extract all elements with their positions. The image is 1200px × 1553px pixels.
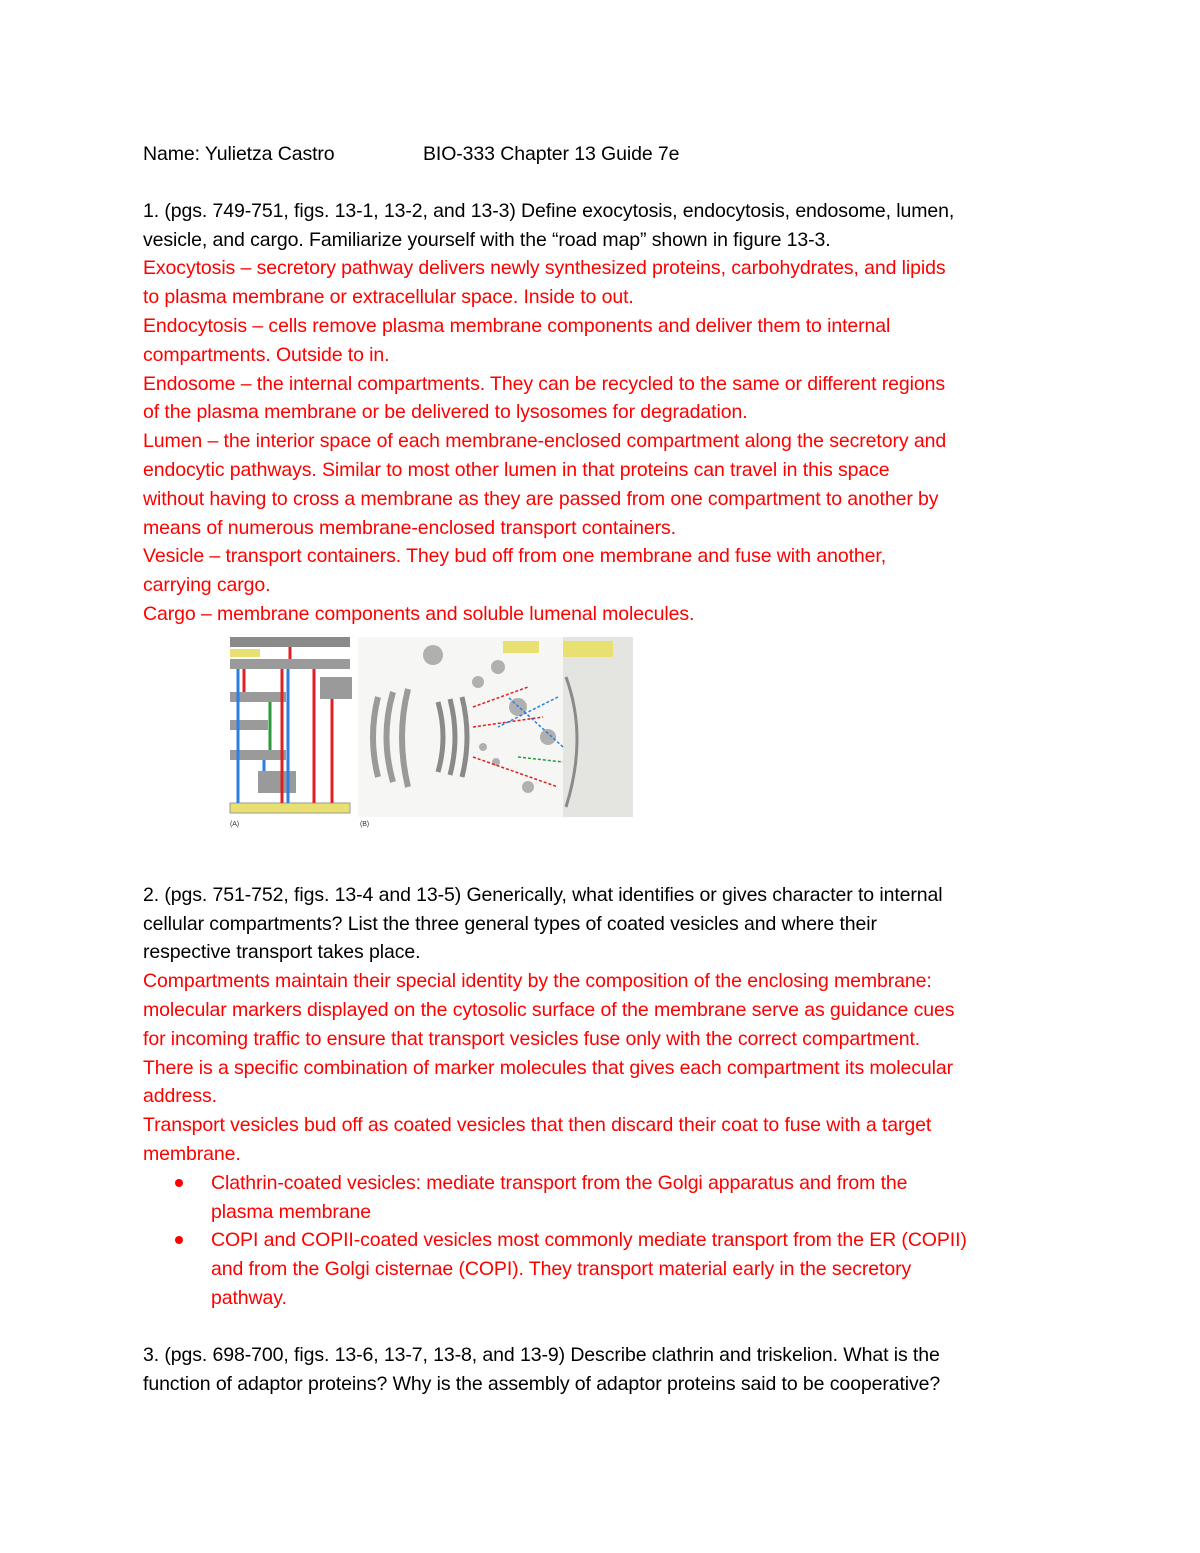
question-1-prompt-line: vesicle, and cargo. Familiarize yourself with the “road map” shown in figure 13-3. xyxy=(143,228,831,251)
header xyxy=(143,140,1063,169)
answer-1-line: Endosome – the internal compartments. They can be recycled to the same or different regions xyxy=(143,372,946,395)
answer-2-line: Transport vesicles bud off as coated vesicles that then discard their coat to fuse with a target xyxy=(143,1114,932,1137)
document-body xyxy=(143,140,1063,1398)
panel-a-label: (A) xyxy=(230,820,240,828)
bullet-icon xyxy=(175,1179,183,1187)
spacer xyxy=(143,1313,1063,1341)
answer-2-line: Compartments maintain their special identity by the composition of the enclosing membrane: xyxy=(143,970,932,993)
answer-1-line: endocytic pathways. Similar to most other lumen in that proteins can travel in this space xyxy=(143,458,890,481)
answer-2-line: membrane. xyxy=(143,1142,241,1165)
coated-vesicle-list xyxy=(143,1169,1063,1313)
answer-1-line: Lumen – the interior space of each membrane-enclosed compartment along the secretory and xyxy=(143,430,947,453)
answer-1-line: compartments. Outside to in. xyxy=(143,343,390,366)
answer-1-line: Cargo – membrane components and soluble lumenal molecules. xyxy=(143,602,695,625)
question-2-prompt-line: 2. (pgs. 751-752, figs. 13-4 and 13-5) Generically, what identifies or gives character to internal xyxy=(143,883,943,906)
list-item-line: pathway. xyxy=(211,1286,287,1309)
answer-1-line: without having to cross a membrane as they are passed from one compartment to another by xyxy=(143,487,939,510)
figure-13-3-road-map xyxy=(143,637,1063,853)
question-3-prompt-line: function of adaptor proteins? Why is the assembly of adaptor proteins said to be cooperative? xyxy=(143,1372,941,1395)
answer-2-line: for incoming traffic to ensure that transport vesicles fuse only with the correct compartment. xyxy=(143,1027,921,1050)
panel-a-flow-diagram xyxy=(230,637,352,828)
question-1-prompt-line: 1. (pgs. 749-751, figs. 13-1, 13-2, and 13-3) Define exocytosis, endocytosis, endosome, lumen, xyxy=(143,199,955,222)
panel-b-label: (B) xyxy=(360,820,370,828)
list-item-line: and from the Golgi cisternae (COPI). They transport material early in the secretory xyxy=(211,1258,912,1281)
list-item xyxy=(211,1226,1063,1312)
answer-1-line: of the plasma membrane or be delivered to lysosomes for degradation. xyxy=(143,401,748,424)
question-2 xyxy=(143,881,1063,1313)
answer-1-line: means of numerous membrane-enclosed transport containers. xyxy=(143,516,676,539)
list-item-line: plasma membrane xyxy=(211,1200,371,1223)
answer-1-line: Endocytosis – cells remove plasma membrane components and deliver them to internal xyxy=(143,314,891,337)
question-3 xyxy=(143,1341,1063,1399)
question-2-prompt-line: respective transport takes place. xyxy=(143,941,421,964)
answer-1-line: Exocytosis – secretory pathway delivers newly synthesized proteins, carbohydrates, and lipids xyxy=(143,257,946,280)
panel-b-cell-illustration xyxy=(358,637,633,828)
bullet-icon xyxy=(175,1236,183,1244)
road-map-figure-image xyxy=(228,637,633,829)
answer-2-line: address. xyxy=(143,1085,217,1108)
answer-2-line: molecular markers displayed on the cytosolic surface of the membrane serve as guidance cues xyxy=(143,998,955,1021)
question-1 xyxy=(143,197,1063,853)
answer-1-line: to plasma membrane or extracellular space. Inside to out. xyxy=(143,286,634,309)
question-2-prompt-line: cellular compartments? List the three general types of coated vesicles and where their xyxy=(143,912,877,935)
list-item-line: COPI and COPII-coated vesicles most commonly mediate transport from the ER (COPII) xyxy=(211,1229,967,1252)
student-name: Name: Yulietza Castro xyxy=(143,143,335,165)
question-3-prompt-line: 3. (pgs. 698-700, figs. 13-6, 13-7, 13-8, and 13-9) Describe clathrin and triskelion. What is the xyxy=(143,1343,940,1366)
answer-2-line: There is a specific combination of marker molecules that gives each compartment its molecular xyxy=(143,1056,954,1079)
spacer xyxy=(143,853,1063,881)
list-item-line: Clathrin-coated vesicles: mediate transport from the Golgi apparatus and from the xyxy=(211,1171,908,1194)
course-title: BIO-333 Chapter 13 Guide 7e xyxy=(423,143,680,165)
answer-1-line: Vesicle – transport containers. They bud off from one membrane and fuse with another, xyxy=(143,545,887,568)
answer-1-line: carrying cargo. xyxy=(143,574,271,597)
list-item xyxy=(211,1169,1063,1227)
